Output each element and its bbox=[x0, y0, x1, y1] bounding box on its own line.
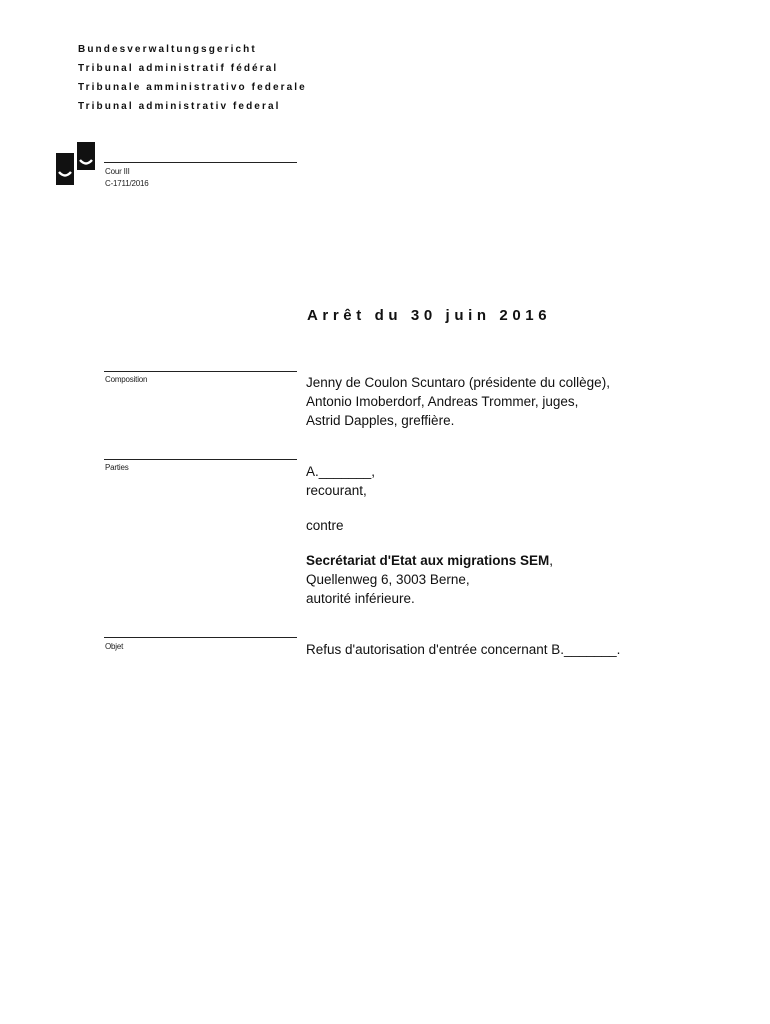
objet-label: Objet bbox=[105, 642, 124, 651]
authority-name: Secrétariat d'Etat aux migrations SEM bbox=[306, 553, 550, 568]
court-name-french: Tribunal administratif fédéral bbox=[78, 63, 279, 74]
parties-label: Parties bbox=[105, 463, 129, 472]
composition-line: Astrid Dapples, greffière. bbox=[306, 413, 455, 428]
court-name-romansh: Tribunal administrativ federal bbox=[78, 101, 281, 112]
versus-text: contre bbox=[306, 518, 344, 533]
composition-line: Antonio Imoberdorf, Andreas Trommer, juges, bbox=[306, 394, 579, 409]
court-logo-icon bbox=[56, 142, 96, 186]
appellant-name: A._______, bbox=[306, 464, 376, 479]
court-name-italian: Tribunale amministrativo federale bbox=[78, 82, 307, 93]
authority-role: autorité inférieure. bbox=[306, 591, 415, 606]
court-name-block bbox=[78, 40, 307, 116]
appellant-block bbox=[306, 462, 375, 500]
page-title: Arrêt du 30 juin 2016 bbox=[307, 307, 552, 324]
case-number: C-1711/2016 bbox=[105, 179, 149, 188]
authority-address: Quellenweg 6, 3003 Berne, bbox=[306, 572, 470, 587]
parties-rule bbox=[104, 459, 297, 460]
composition-text bbox=[306, 373, 610, 430]
authority-name-suffix: , bbox=[549, 553, 554, 568]
court-name-german: Bundesverwaltungsgericht bbox=[78, 44, 257, 55]
composition-line: Jenny de Coulon Scuntaro (présidente du collège), bbox=[306, 375, 610, 390]
court-division: Cour III bbox=[105, 167, 130, 176]
composition-label: Composition bbox=[105, 375, 148, 384]
case-rule bbox=[104, 162, 297, 163]
authority-block bbox=[306, 551, 553, 608]
authority-name-line bbox=[306, 551, 553, 570]
composition-rule bbox=[104, 371, 297, 372]
objet-rule bbox=[104, 637, 297, 638]
objet-text: Refus d'autorisation d'entrée concernant B._______. bbox=[306, 642, 621, 657]
appellant-role: recourant, bbox=[306, 483, 367, 498]
